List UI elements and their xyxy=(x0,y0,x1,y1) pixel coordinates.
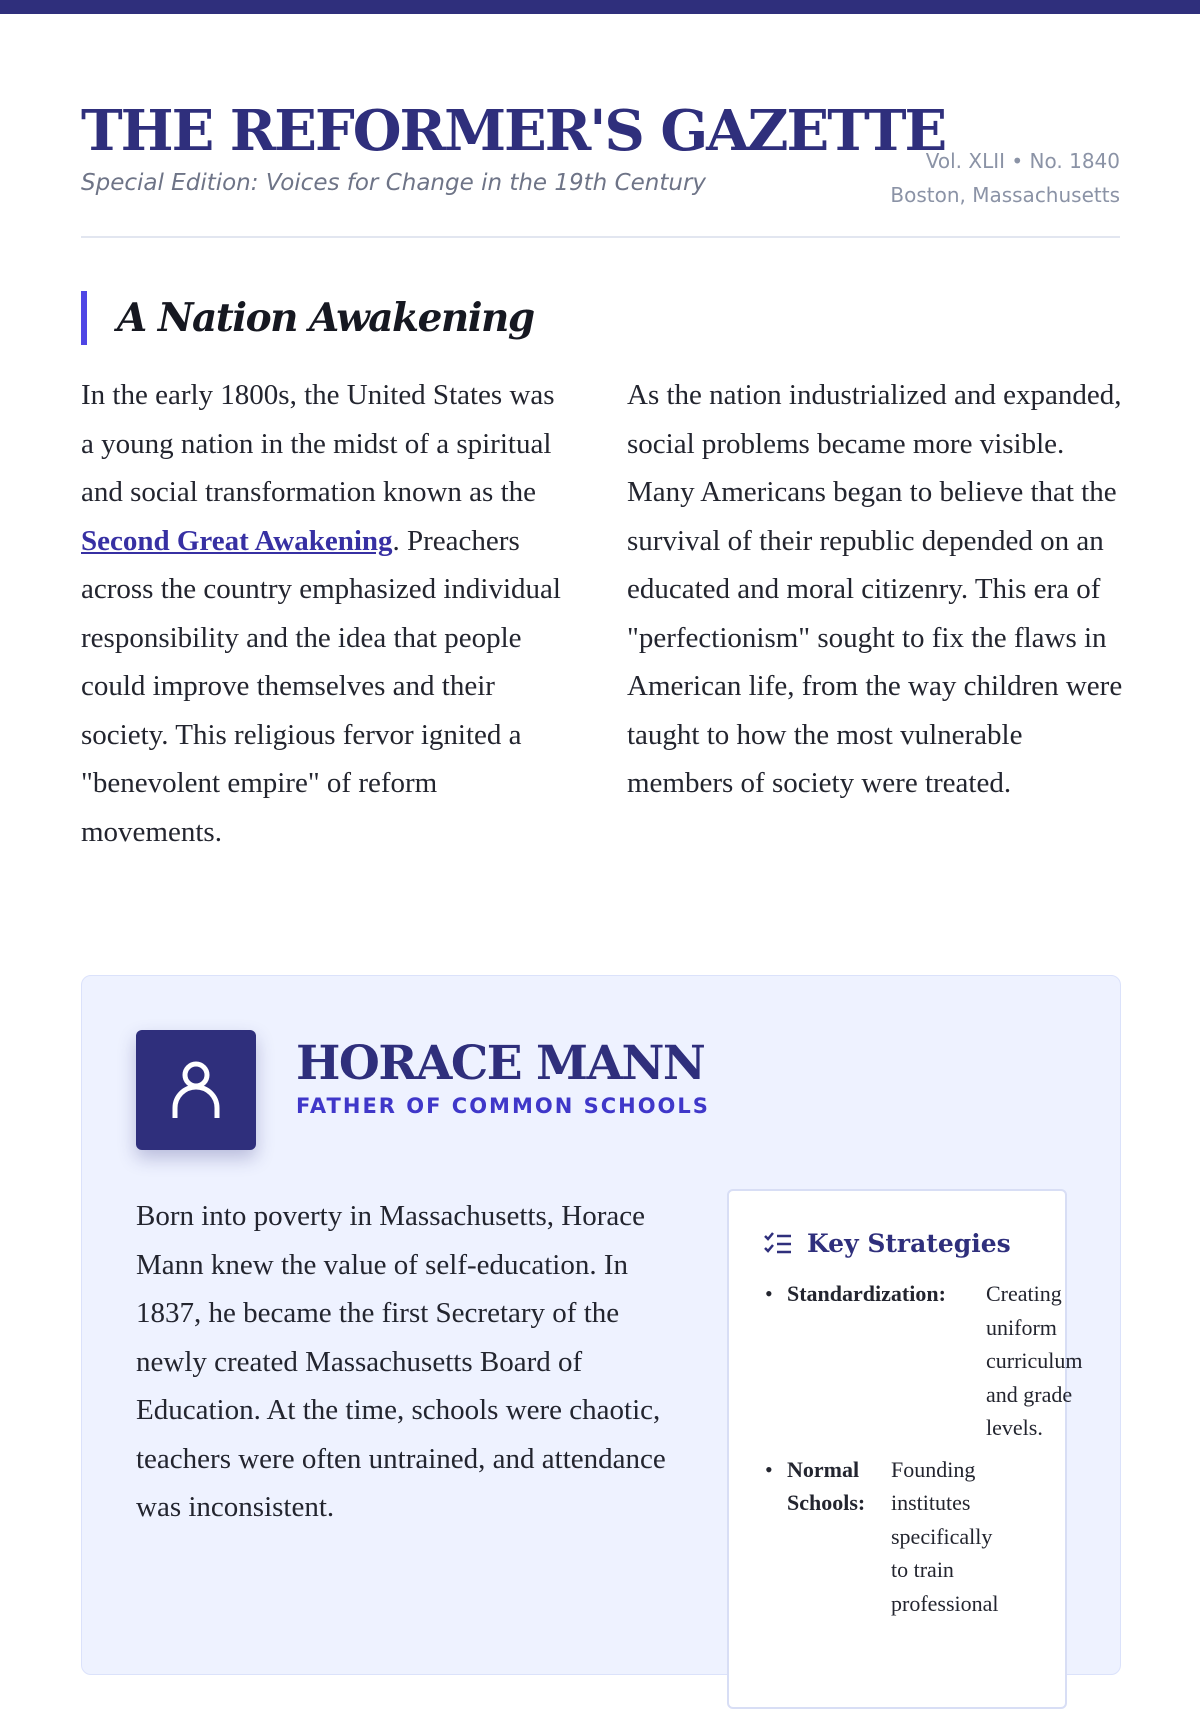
location-info: Boston, Massachusetts xyxy=(890,183,1120,207)
masthead-subtitle: Special Edition: Voices for Change in the 19th Century xyxy=(81,170,707,196)
section-heading: A Nation Awakening xyxy=(81,291,534,345)
profile-name: HORACE MANN xyxy=(296,1036,705,1091)
avatar xyxy=(136,1030,256,1150)
masthead xyxy=(81,92,1120,238)
key-strategies-label: Key Strategies xyxy=(807,1229,1011,1258)
strategy-item xyxy=(763,1453,1143,1621)
top-accent-bar xyxy=(0,0,1200,14)
key-strategies-heading xyxy=(763,1229,1011,1258)
profile-card xyxy=(81,975,1121,1675)
person-icon xyxy=(171,1060,221,1120)
column-left-text-end: . Preachers across the country emphasized individual responsibility and the idea that people could improve themselves and their society. This religious fervor ignited a "benevolent empire" of reform movements. xyxy=(81,524,561,848)
strategy-item xyxy=(763,1277,1143,1445)
volume-info: Vol. XLII • No. 1840 xyxy=(925,149,1120,173)
masthead-meta xyxy=(890,144,1120,212)
profile-title: FATHER OF COMMON SCHOOLS xyxy=(296,1094,710,1118)
masthead-title: THE REFORMER'S GAZETTE xyxy=(81,98,946,164)
checklist-icon xyxy=(763,1231,793,1257)
strategy-description: Creating uniform curriculum and grade levels. xyxy=(986,1281,1083,1440)
strategy-description: Founding institutes specifically to train professional xyxy=(891,1456,999,1616)
strategy-term: • Standardization: xyxy=(787,1281,946,1306)
second-great-awakening-link[interactable]: Second Great Awakening xyxy=(81,524,393,557)
article-column-right: As the nation industrialized and expanded, social problems became more visible. Many Americans began to believe that the survival of their republic depended on an educated and moral citizenry. This era of "perfectionism" sought to fix the flaws in American life, from the way children were taught to how the most vulnerable members of society were treated. xyxy=(627,379,1123,799)
column-left-text-start: In the early 1800s, the United States was a young nation in the midst of a spiritual and social transformation known as the xyxy=(81,379,555,508)
article-column-left xyxy=(81,371,571,856)
strategies-list xyxy=(763,1277,1143,1628)
profile-bio: Born into poverty in Massachusetts, Horace Mann knew the value of self-education. In 1837, he became the first Secretary of the newly created Massachusetts Board of Education. At the time, schools were chaotic, teachers were often untrained, and attendance was inconsistent. xyxy=(136,1200,666,1523)
key-strategies-panel xyxy=(727,1189,1083,1709)
strategy-term: • Normal Schools: xyxy=(787,1456,866,1515)
